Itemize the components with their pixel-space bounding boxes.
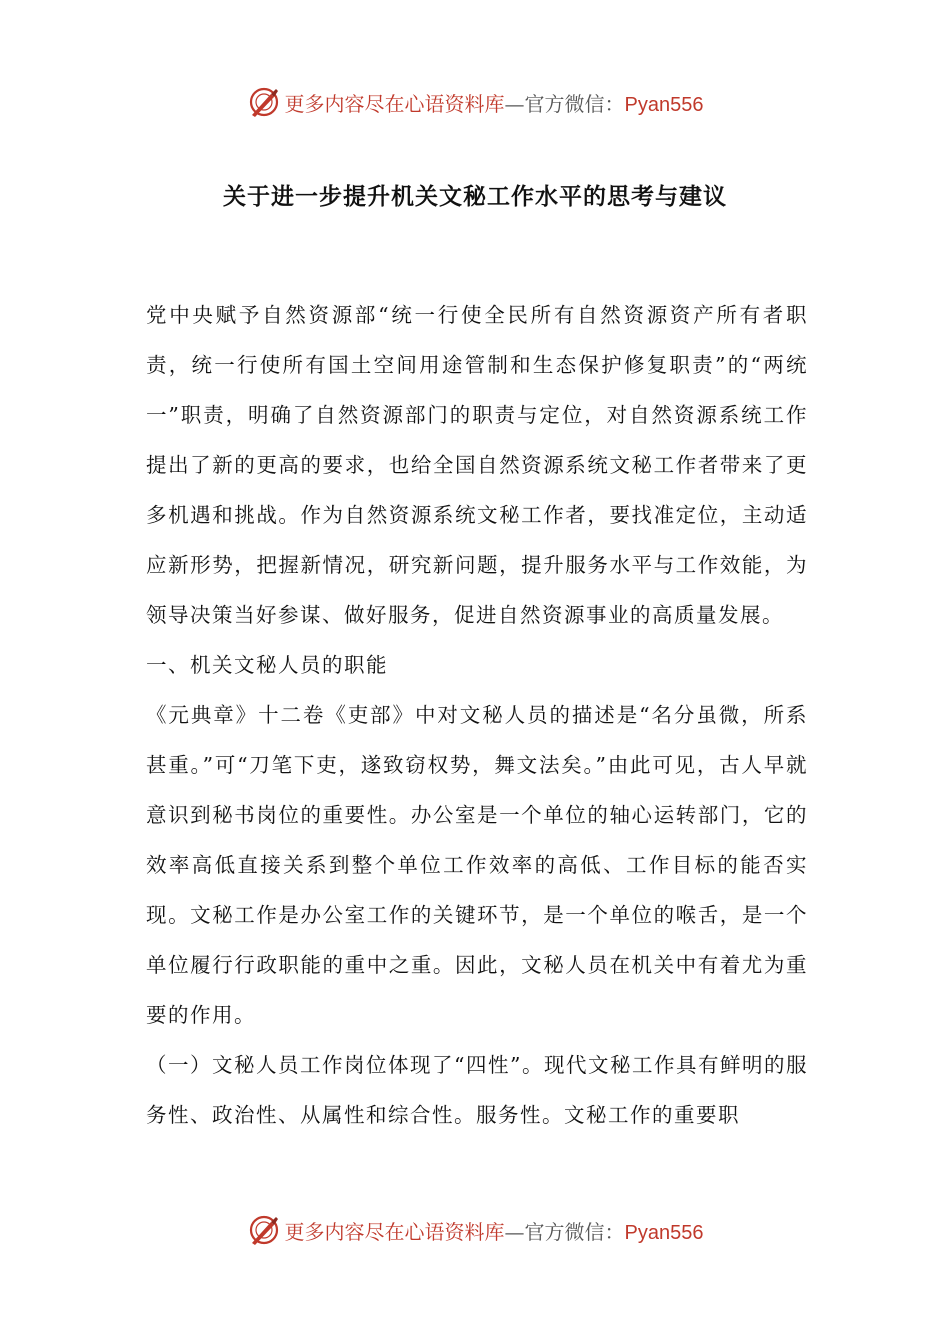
banner-text bbox=[285, 88, 704, 117]
paragraph-intro: 党中央赋予自然资源部“统一行使全民所有自然资源资产所有者职责，统一行使所有国土空间用途管制和生态保护修复职责”的“两统一”职责，明确了自然资源部门的职责与定位，对自然资源系统工作提出了新的更高的要求，也给全国自然资源系统文秘工作者带来了更多机遇和挑战。作为自然资源系统文秘工作者，要找准定位，主动适应新形势，把握新情况，研究新问题，提升服务水平与工作效能，为领导决策当好参谋、做好服务，促进自然资源事业的高质量发展。 bbox=[146, 303, 808, 627]
pen-seal-logo-icon bbox=[247, 1213, 281, 1247]
section-heading: 一、机关文秘人员的职能 bbox=[146, 653, 388, 677]
footer-banner bbox=[0, 1210, 950, 1250]
banner-site-name: 更多内容尽在心语资料库 bbox=[284, 91, 505, 116]
paragraph-body: 《元典章》十二卷《吏部》中对文秘人员的描述是“名分虽微，所系甚重。”可“刀笔下吏，遂致窃权势，舞文法矣。”由此可见，古人早就意识到秘书岗位的重要性。办公室是一个单位的轴心运转部门，它的效率高低直接关系到整个单位工作效率的高低、工作目标的能否实现。文秘工作是办公室工作的关键环节，是一个单位的喉舌，是一个单位履行行政职能的重中之重。因此，文秘人员在机关中有着尤为重要的作用。 bbox=[146, 703, 808, 1027]
banner-wechat-label: —官方微信： bbox=[504, 91, 625, 116]
pen-seal-logo-icon bbox=[247, 85, 281, 119]
banner-wechat-id: Pyan556 bbox=[624, 1221, 704, 1244]
banner-wechat-id: Pyan556 bbox=[624, 93, 704, 116]
banner-text bbox=[285, 1216, 704, 1245]
document-body bbox=[146, 290, 808, 1140]
banner-wechat-label: —官方微信： bbox=[504, 1219, 625, 1244]
document-title: 关于进一步提升机关文秘工作水平的思考与建议 bbox=[223, 184, 727, 210]
header-banner bbox=[0, 82, 950, 122]
paragraph-subsection: （一）文秘人员工作岗位体现了“四性”。现代文秘工作具有鲜明的服务性、政治性、从属性和综合性。服务性。文秘工作的重要职 bbox=[146, 1053, 808, 1127]
banner-site-name: 更多内容尽在心语资料库 bbox=[284, 1219, 505, 1244]
